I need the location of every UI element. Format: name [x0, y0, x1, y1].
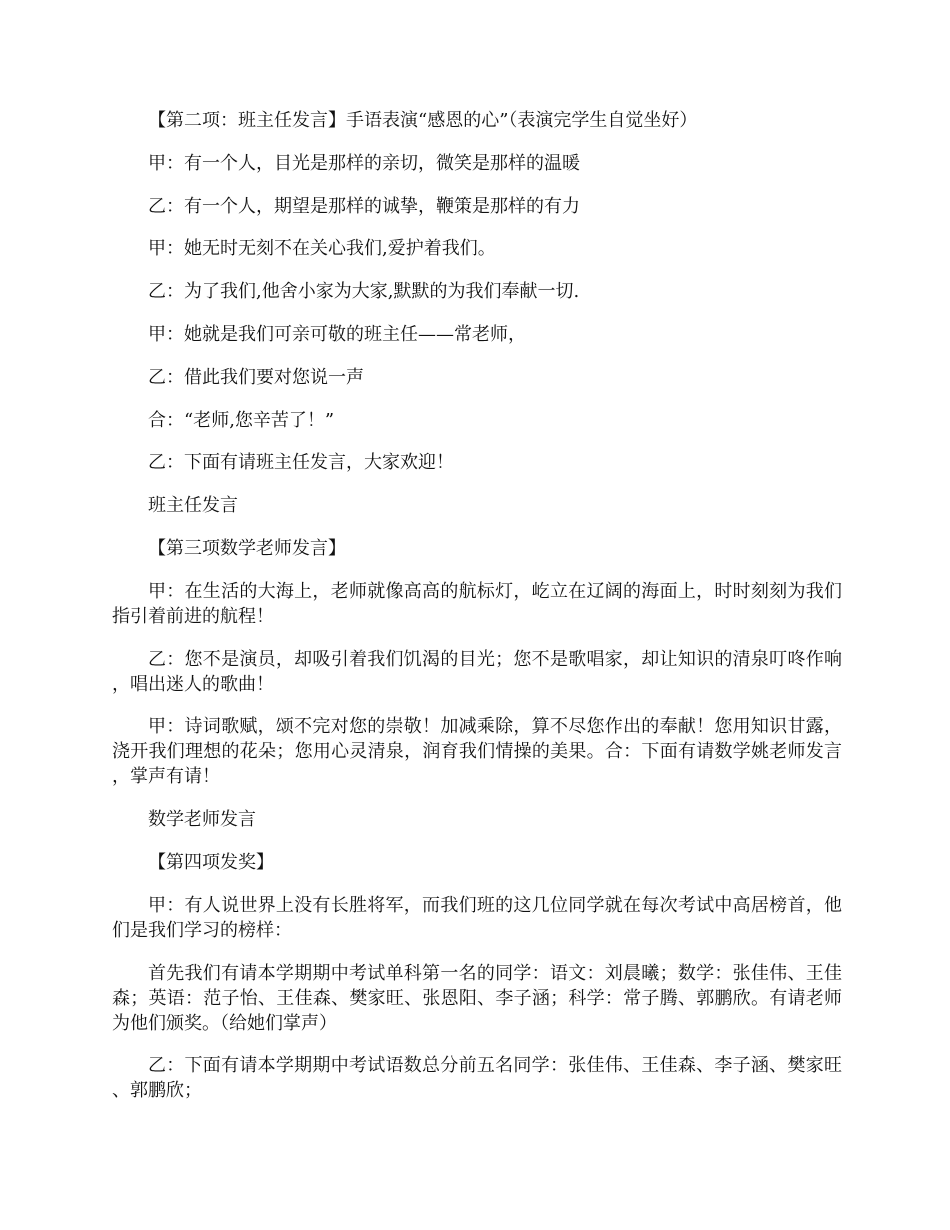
paragraph-line: 甲：诗词歌赋，颂不完对您的崇敬！加减乘除，算不尽您作出的奉献！您用知识甘露，浇开我们理想的花朵；您用心灵清泉，润育我们情操的美果。合：下面有请数学姚老师发言，掌声有请！ [112, 716, 842, 788]
paragraph-line: 乙：为了我们,他舍小家为大家,默默的为我们奉献一切. [148, 281, 580, 303]
paragraph-line: 合：“老师,您辛苦了！” [148, 409, 335, 431]
paragraph-line: 乙：有一个人，期望是那样的诚挚，鞭策是那样的有力 [148, 195, 580, 217]
paragraph-line: 甲：她无时无刻不在关心我们,爱护着我们。 [148, 238, 496, 260]
paragraph-homeroom-speech: 班主任发言 [148, 495, 238, 517]
paragraph-item4-heading: 【第四项发奖】 [148, 851, 274, 873]
paragraph-line: 甲：她就是我们可亲可敬的班主任——常老师， [148, 323, 526, 345]
paragraph-line: 甲：有一个人，目光是那样的亲切，微笑是那样的温暖 [148, 152, 580, 174]
paragraph-item2-heading: 【第二项：班主任发言】手语表演“感恩的心”（表演完学生自觉坐好） [148, 110, 698, 131]
paragraph-line: 乙：下面有请本学期期中考试语数总分前五名同学：张佳伟、王佳森、李子涵、樊家旺、郭鹏欣； [112, 1055, 842, 1102]
paragraph-line: 首先我们有请本学期期中考试单科第一名的同学：语文：刘晨曦；数学：张佳伟、王佳森；英语：范子怡、王佳森、樊家旺、张恩阳、李子涵；科学：常子腾、郭鹏欣。有请老师为他们颁奖。（给她们掌声） [112, 962, 842, 1034]
paragraph-line: 乙：下面有请班主任发言，大家欢迎！ [148, 452, 454, 474]
paragraph-line: 乙：您不是演员，却吸引着我们饥渴的目光；您不是歌唱家，却让知识的清泉叮咚作响，唱出迷人的歌曲！ [112, 648, 842, 695]
paragraph-math-speech: 数学老师发言 [148, 809, 256, 831]
paragraph-line: 甲：有人说世界上没有长胜将军，而我们班的这几位同学就在每次考试中高居榜首，他们是我们学习的榜样： [112, 894, 842, 941]
paragraph-line: 甲：在生活的大海上，老师就像高高的航标灯，屹立在辽阔的海面上，时时刻刻为我们指引着前进的航程！ [112, 580, 842, 627]
document-page [112, 108, 842, 1121]
paragraph-item3-heading: 【第三项数学老师发言】 [148, 537, 346, 559]
paragraph-line: 乙：借此我们要对您说一声 [148, 366, 364, 388]
